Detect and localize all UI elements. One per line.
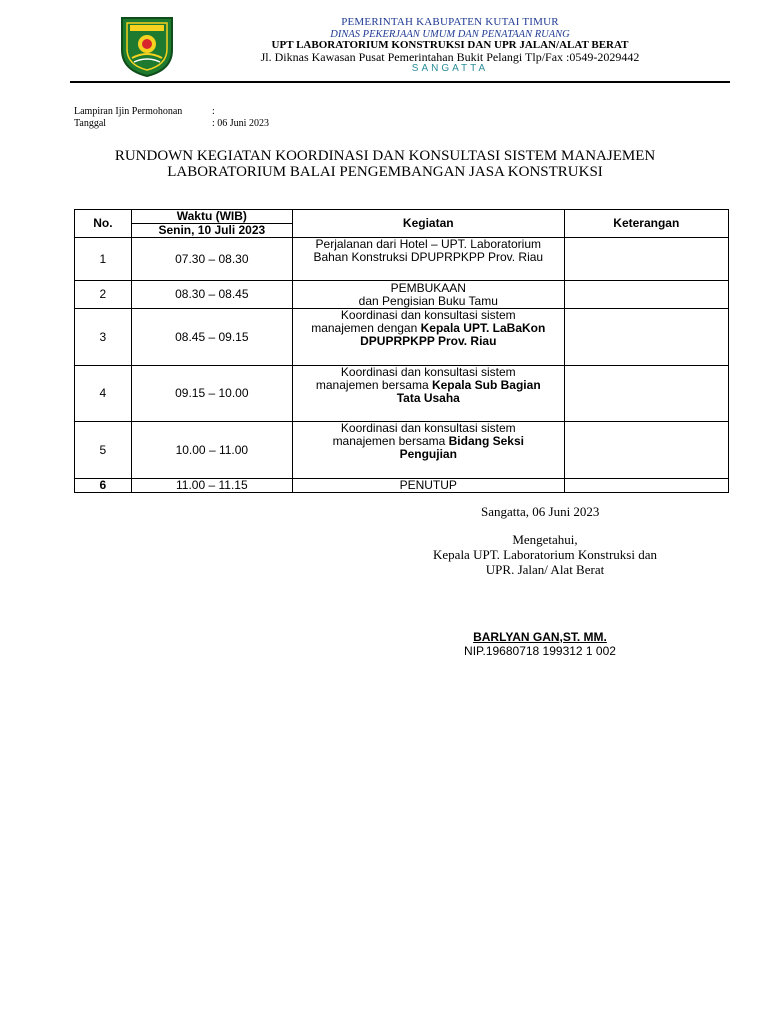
mengetahui-label: Mengetahui, (512, 532, 578, 547)
activity-emphasis: Bidang Seksi (448, 434, 524, 448)
table-row (75, 309, 729, 366)
header-keterangan: Keterangan (564, 210, 728, 238)
activity-line: Koordinasi dan konsultasi sistem (340, 365, 516, 379)
activity-emphasis: Kepala UPT. LaBaKon (420, 321, 546, 335)
letter-meta (74, 106, 269, 130)
activity-text: manajemen bersama (315, 378, 432, 392)
signature-block (420, 532, 670, 577)
activity-emphasis: Tata Usaha (396, 391, 460, 405)
signer-nip: NIP.19680718 199312 1 002 (464, 644, 616, 658)
table-row (75, 366, 729, 422)
row-no: 2 (75, 281, 132, 309)
header-line-department: DINAS PEKERJAAN UMUM DAN PENATAAN RUANG (330, 28, 570, 40)
row-no: 5 (75, 422, 132, 479)
tanggal-label: Tanggal (74, 118, 107, 129)
row-activity (292, 281, 564, 309)
row-time: 10.00 – 11.00 (131, 422, 292, 479)
header-waktu: Waktu (WIB) (131, 210, 292, 224)
header-line-city: SANGATTA (411, 63, 489, 74)
row-activity (292, 422, 564, 479)
table-header-row (75, 210, 729, 224)
header-line-unit: UPT LABORATORIUM KONSTRUKSI DAN UPR JALAN/ALAT BERAT (271, 39, 629, 51)
row-keterangan (564, 238, 728, 281)
row-no: 6 (75, 479, 132, 493)
row-time: 08.45 – 09.15 (131, 309, 292, 366)
lampiran-label: Lampiran Ijin Permohonan (74, 106, 183, 117)
activity-text: manajemen bersama (332, 434, 449, 448)
row-keterangan (564, 281, 728, 309)
row-activity: PENUTUP (292, 479, 564, 493)
title-line-1: RUNDOWN KEGIATAN KOORDINASI DAN KONSULTASI SISTEM MANAJEMEN (114, 148, 656, 164)
header-line-government: PEMERINTAH KABUPATEN KUTAI TIMUR (341, 16, 559, 28)
rundown-table (74, 209, 729, 493)
row-time: 07.30 – 08.30 (131, 238, 292, 281)
row-time: 09.15 – 10.00 (131, 366, 292, 422)
activity-line: PEMBUKAAN (390, 280, 466, 295)
table-row (75, 479, 729, 493)
signer-position-line-1: Kepala UPT. Laboratorium Konstruksi dan (433, 547, 657, 562)
row-keterangan (564, 479, 728, 493)
activity-emphasis: Pengujian (399, 447, 457, 461)
kutai-timur-emblem (118, 14, 176, 78)
row-activity (292, 309, 564, 366)
row-no: 3 (75, 309, 132, 366)
activity-line: Koordinasi dan konsultasi sistem (340, 308, 516, 322)
row-no: 4 (75, 366, 132, 422)
lampiran-value: : (212, 106, 215, 117)
activity-line: Bahan Konstruksi DPUPRPKPP Prov. Riau (313, 250, 544, 264)
row-keterangan (564, 309, 728, 366)
activity-line: Perjalanan dari Hotel – UPT. Laboratorium (315, 237, 541, 251)
table-row (75, 281, 729, 309)
signer-identity (420, 630, 660, 658)
letterhead-divider (70, 81, 730, 83)
row-time: 11.00 – 11.15 (131, 479, 292, 493)
row-no: 1 (75, 238, 132, 281)
row-time: 08.30 – 08.45 (131, 281, 292, 309)
header-no: No. (75, 210, 132, 238)
activity-line: Koordinasi dan konsultasi sistem (340, 421, 516, 435)
row-activity (292, 238, 564, 281)
table-row (75, 422, 729, 479)
activity-emphasis: DPUPRPKPP Prov. Riau (360, 334, 497, 348)
letterhead (190, 17, 710, 75)
row-keterangan (564, 422, 728, 479)
document-title (40, 148, 730, 180)
activity-emphasis: Kepala Sub Bagian (431, 378, 541, 392)
row-keterangan (564, 366, 728, 422)
header-kegiatan: Kegiatan (292, 210, 564, 238)
signer-name: BARLYAN GAN,ST. MM. (473, 630, 607, 644)
place-date: Sangatta, 06 Juni 2023 (481, 504, 600, 519)
tanggal-value: : 06 Juni 2023 (212, 118, 269, 129)
activity-line: dan Pengisian Buku Tamu (358, 293, 498, 308)
table-row (75, 238, 729, 281)
title-line-2: LABORATORIUM BALAI PENGEMBANGAN JASA KONSTRUKSI (167, 164, 603, 180)
header-line-address: Jl. Diknas Kawasan Pusat Pemerintahan Bukit Pelangi Tlp/Fax :0549-2029442 (260, 49, 640, 64)
row-activity (292, 366, 564, 422)
activity-text: manajemen dengan (311, 321, 421, 335)
header-date: Senin, 10 Juli 2023 (131, 224, 292, 238)
signer-position-line-2: UPR. Jalan/ Alat Berat (485, 562, 605, 577)
